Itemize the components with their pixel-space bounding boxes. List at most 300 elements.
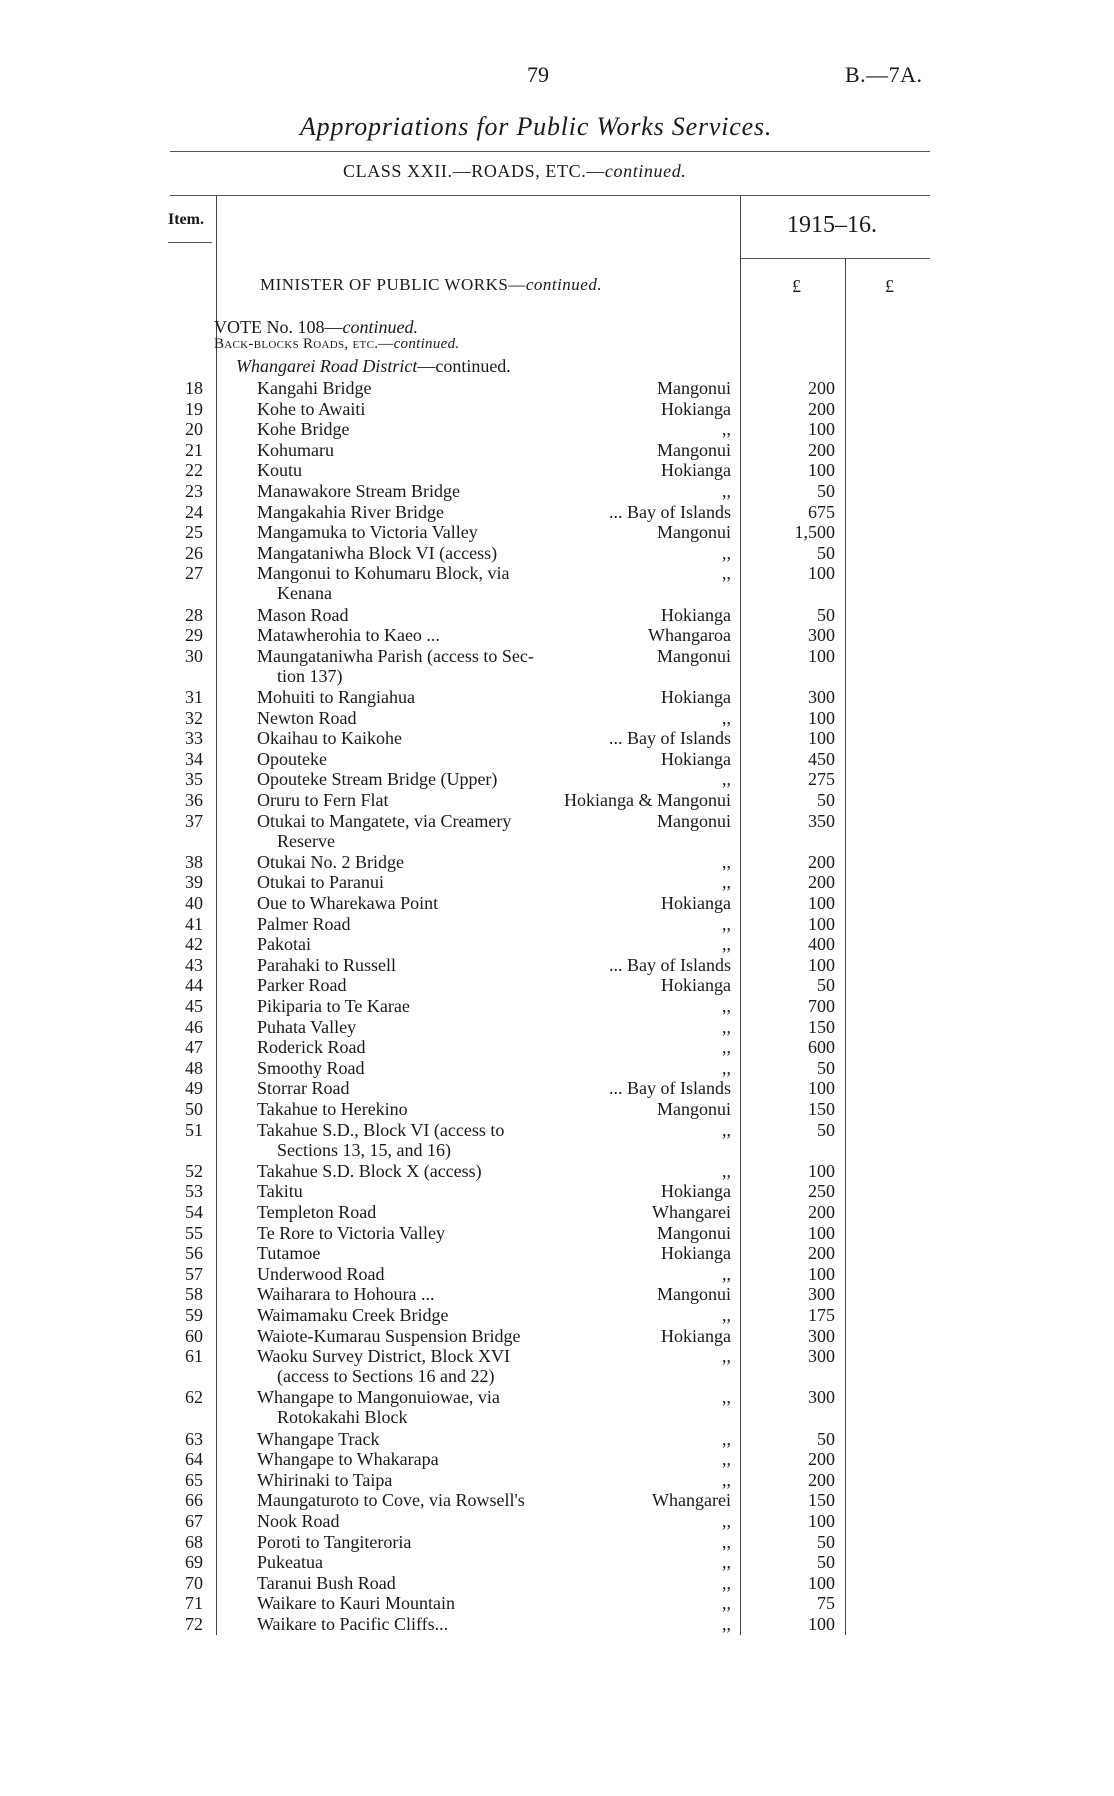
item-number: 63	[185, 1428, 203, 1449]
county-district: ,,	[722, 1552, 731, 1573]
work-name-line2: Rotokakahi Block	[277, 1407, 408, 1428]
work-name-line1: Pakotai	[257, 934, 311, 955]
work-name-line1: Opouteke	[257, 748, 327, 769]
item-column-header: Item.	[168, 211, 204, 228]
table-row	[0, 687, 1114, 707]
vote-heading	[214, 317, 418, 338]
amount: 50	[817, 542, 835, 563]
amount: 400	[808, 934, 835, 955]
work-name-line1: Taranui Bush Road	[257, 1572, 396, 1593]
work-name-line1: Palmer Road	[257, 913, 351, 934]
item-number: 47	[185, 1037, 203, 1058]
county-district: ,,	[722, 872, 731, 893]
work-name-line1: Roderick Road	[257, 1037, 366, 1058]
work-name	[257, 687, 415, 707]
work-name-line1: Waiote-Kumarau Suspension Bridge	[257, 1325, 521, 1346]
work-name	[257, 769, 497, 789]
year-column-header: 1915–16.	[787, 212, 877, 238]
item-number: 54	[185, 1202, 203, 1222]
work-name-line1: Mangonui to Kohumaru Block, via	[257, 563, 510, 584]
work-name	[257, 914, 350, 934]
item-number: 58	[185, 1284, 203, 1305]
work-name	[257, 1223, 445, 1243]
amount: 300	[808, 1325, 835, 1346]
work-name	[257, 1078, 349, 1098]
item-number: 20	[185, 419, 203, 440]
item-number: 41	[185, 913, 203, 934]
work-name-line1: Tutamoe	[257, 1243, 321, 1264]
county-district: ,,	[722, 1119, 731, 1140]
table-row	[0, 543, 1114, 563]
work-name-line1: Waiharara to Hohoura ...	[257, 1284, 435, 1305]
county-district: Whangarei	[652, 1490, 731, 1511]
amount: 300	[808, 625, 835, 646]
amount: 450	[808, 748, 835, 769]
county-district: Hokianga	[661, 604, 731, 625]
work-name	[257, 399, 365, 419]
amount: 200	[808, 398, 835, 419]
amount: 100	[808, 1222, 835, 1243]
work-name	[257, 1552, 323, 1572]
county-district: Hokianga	[661, 1243, 731, 1264]
county-district: Hokianga	[661, 398, 731, 419]
work-name-line2: (access to Sections 16 and 22)	[277, 1366, 495, 1387]
work-name-line1: Te Rore to Victoria Valley	[257, 1222, 445, 1243]
amount: 100	[808, 707, 835, 728]
work-name	[257, 893, 438, 913]
work-name	[257, 1593, 455, 1613]
work-name	[257, 1614, 448, 1634]
item-number: 26	[185, 542, 203, 563]
work-name-line1: Okaihau to Kaikohe	[257, 728, 402, 749]
work-name-line1: Takahue to Herekino	[257, 1099, 408, 1119]
item-number: 30	[185, 645, 203, 666]
county-district: ... Bay of Islands	[609, 1078, 731, 1099]
county-district: ,,	[722, 1614, 731, 1634]
vote-heading-text: VOTE No. 108—	[214, 317, 343, 337]
item-underline	[168, 242, 212, 243]
item-number: 68	[185, 1531, 203, 1552]
county-district: Whangaroa	[648, 625, 731, 646]
work-name	[257, 481, 460, 501]
table-row	[0, 1346, 1114, 1387]
work-name	[257, 502, 444, 522]
work-name	[257, 996, 410, 1016]
county-district: ,,	[722, 542, 731, 563]
amount: 300	[808, 687, 835, 707]
amount: 100	[808, 460, 835, 481]
work-name-line1: Mangakahia River Bridge	[257, 501, 444, 522]
amount: 675	[808, 501, 835, 522]
county-district: ,,	[722, 1593, 731, 1614]
work-name	[257, 1470, 392, 1490]
table-row	[0, 440, 1114, 460]
item-number: 45	[185, 996, 203, 1016]
work-name-line1: Parker Road	[257, 975, 347, 996]
table-row	[0, 563, 1114, 604]
county-district: ... Bay of Islands	[609, 728, 731, 749]
county-district: ,,	[722, 1160, 731, 1181]
county-district: ,,	[722, 563, 731, 584]
work-name-line1: Kohe Bridge	[257, 419, 350, 440]
county-district: ,,	[722, 913, 731, 934]
amount: 200	[808, 1449, 835, 1470]
county-district: Hokianga	[661, 687, 731, 707]
amount: 200	[808, 1202, 835, 1222]
table-row	[0, 1078, 1114, 1098]
item-number: 28	[185, 604, 203, 625]
county-district: Mangonui	[657, 1284, 731, 1305]
work-name	[257, 1387, 500, 1427]
amount: 700	[808, 996, 835, 1016]
county-district: ,,	[722, 1511, 731, 1531]
county-district: ,,	[722, 1387, 731, 1408]
table-row	[0, 1284, 1114, 1304]
class-heading	[343, 161, 686, 182]
amount: 600	[808, 1037, 835, 1058]
item-number: 21	[185, 439, 203, 460]
table-row	[0, 914, 1114, 934]
work-name-line1: Takahue S.D., Block VI (access to	[257, 1119, 505, 1140]
county-district: Hokianga	[661, 893, 731, 913]
table-row	[0, 1099, 1114, 1119]
work-name-line1: Takitu	[257, 1181, 303, 1202]
work-name	[257, 543, 497, 563]
work-name	[257, 728, 402, 748]
header-top-rule	[170, 195, 930, 196]
work-name-line1: Mangataniwha Block VI (access)	[257, 542, 498, 563]
item-number: 40	[185, 893, 203, 913]
work-name-line2: tion 137)	[277, 665, 343, 686]
county-district: ,,	[722, 996, 731, 1016]
table-row	[0, 625, 1114, 645]
amount: 100	[808, 913, 835, 934]
county-district: Mangonui	[657, 439, 731, 460]
amount: 300	[808, 1387, 835, 1408]
table-row	[0, 1614, 1114, 1634]
work-name-line1: Mangamuka to Victoria Valley	[257, 522, 478, 543]
county-district: Mangonui	[657, 522, 731, 543]
work-name	[257, 1429, 379, 1449]
work-name-line1: Templeton Road	[257, 1202, 377, 1222]
work-name	[257, 1449, 439, 1469]
amount: 250	[808, 1181, 835, 1202]
amount: 100	[808, 1572, 835, 1593]
backblocks-heading-text: Back-blocks Roads, etc.—	[214, 336, 394, 352]
table-row	[0, 1264, 1114, 1284]
work-name	[257, 1573, 396, 1593]
table-row	[0, 1552, 1114, 1572]
work-name-line1: Mohuiti to Rangiahua	[257, 687, 415, 707]
table-row	[0, 605, 1114, 625]
county-district: Mangonui	[657, 810, 731, 831]
amount: 150	[808, 1016, 835, 1037]
item-number: 34	[185, 748, 203, 769]
table-row	[0, 1593, 1114, 1613]
item-number: 19	[185, 398, 203, 419]
amount: 100	[808, 954, 835, 975]
county-district: Hokianga	[661, 748, 731, 769]
item-number: 29	[185, 625, 203, 646]
amount: 150	[808, 1099, 835, 1119]
work-name	[257, 522, 478, 542]
county-district: ,,	[722, 1449, 731, 1470]
county-district: Mangonui	[657, 645, 731, 666]
work-name-line1: Koutu	[257, 460, 302, 481]
table-row	[0, 749, 1114, 769]
county-district: ,,	[722, 1037, 731, 1058]
amount: 50	[817, 1552, 835, 1573]
work-name-line1: Parahaki to Russell	[257, 954, 396, 975]
page-title: Appropriations for Public Works Services.	[300, 112, 773, 141]
work-name-line1: Maungaturoto to Cove, via Rowsell's	[257, 1490, 525, 1511]
table-row	[0, 399, 1114, 419]
work-name-line2: Reserve	[277, 830, 335, 851]
amount: 275	[808, 769, 835, 790]
table-row	[0, 728, 1114, 748]
item-number: 24	[185, 501, 203, 522]
backblocks-heading-continued: continued.	[393, 336, 460, 352]
work-name-line1: Whangape Track	[257, 1428, 380, 1449]
county-district: ,,	[722, 1572, 731, 1593]
header-bottom-rule	[740, 258, 930, 259]
item-number: 70	[185, 1572, 203, 1593]
table-row	[0, 1511, 1114, 1531]
work-name	[257, 1326, 521, 1346]
work-name	[257, 1202, 376, 1222]
table-row	[0, 1470, 1114, 1490]
work-name-line1: Oue to Wharekawa Point	[257, 893, 439, 913]
vote-heading-continued: continued.	[342, 317, 418, 337]
work-name	[257, 1058, 365, 1078]
paper-reference: B.—7A.	[845, 62, 923, 87]
county-district: ,,	[722, 1305, 731, 1325]
item-number: 59	[185, 1305, 203, 1325]
amount: 50	[817, 481, 835, 501]
work-name-line1: Pikiparia to Te Karae	[257, 996, 410, 1016]
table-row	[0, 996, 1114, 1016]
county-district: Hokianga	[661, 1181, 731, 1202]
work-name-line1: Waoku Survey District, Block XVI	[257, 1346, 511, 1367]
county-district: ... Bay of Islands	[609, 954, 731, 975]
table-row	[0, 1119, 1114, 1160]
amount: 100	[808, 1511, 835, 1531]
work-name-line1: Nook Road	[257, 1511, 340, 1531]
work-name-line1: Underwood Road	[257, 1263, 385, 1284]
amount: 100	[808, 1263, 835, 1284]
work-name-line1: Oruru to Fern Flat	[257, 790, 389, 810]
county-district: Mangonui	[657, 378, 731, 398]
amount: 175	[808, 1305, 835, 1325]
item-number: 52	[185, 1160, 203, 1181]
county-district: Mangonui	[657, 1099, 731, 1119]
item-number: 25	[185, 522, 203, 543]
item-number: 60	[185, 1325, 203, 1346]
item-number: 23	[185, 481, 203, 501]
amount: 1,500	[794, 522, 835, 543]
item-number: 69	[185, 1552, 203, 1573]
table-row	[0, 1490, 1114, 1510]
amount: 300	[808, 1346, 835, 1367]
table-row	[0, 1305, 1114, 1325]
table-row	[0, 893, 1114, 913]
table-row	[0, 708, 1114, 728]
county-district: ,,	[722, 481, 731, 501]
item-number: 27	[185, 563, 203, 584]
table-row	[0, 790, 1114, 810]
table-row	[0, 1058, 1114, 1078]
table-row	[0, 502, 1114, 522]
title-rule	[170, 151, 930, 152]
county-district: Hokianga	[661, 1325, 731, 1346]
work-name-line1: Whirinaki to Taipa	[257, 1469, 393, 1490]
work-name-line1: Maungataniwha Parish (access to Sec-	[257, 645, 534, 666]
table-row	[0, 955, 1114, 975]
table-row	[0, 460, 1114, 480]
work-name-line1: Waikare to Kauri Mountain	[257, 1593, 455, 1614]
work-name	[257, 790, 388, 810]
amount: 50	[817, 1119, 835, 1140]
minister-heading	[260, 275, 602, 295]
work-name	[257, 419, 349, 439]
item-number: 38	[185, 851, 203, 872]
item-number: 39	[185, 872, 203, 893]
work-name-line1: Kohe to Awaiti	[257, 398, 366, 419]
work-name-line1: Waikare to Pacific Cliffs...	[257, 1614, 449, 1634]
item-number: 61	[185, 1346, 203, 1367]
item-number: 64	[185, 1449, 203, 1470]
table-row	[0, 522, 1114, 542]
table-row	[0, 1017, 1114, 1037]
table-row	[0, 419, 1114, 439]
work-name	[257, 934, 311, 954]
amount: 100	[808, 1160, 835, 1181]
amount: 200	[808, 851, 835, 872]
district-heading	[236, 356, 511, 377]
item-number: 72	[185, 1614, 203, 1634]
county-district: Hokianga & Mangonui	[564, 790, 731, 810]
item-number: 35	[185, 769, 203, 790]
item-number: 57	[185, 1263, 203, 1284]
work-name	[257, 1532, 411, 1552]
item-number: 50	[185, 1099, 203, 1119]
work-name	[257, 460, 302, 480]
county-district: ,,	[722, 1469, 731, 1490]
item-number: 49	[185, 1078, 203, 1099]
work-name-line1: Opouteke Stream Bridge (Upper)	[257, 769, 498, 790]
item-number: 33	[185, 728, 203, 749]
item-number: 18	[185, 378, 203, 398]
amount: 75	[817, 1593, 835, 1614]
table-row	[0, 934, 1114, 954]
amount: 50	[817, 1428, 835, 1449]
work-name-line1: Poroti to Tangiteroria	[257, 1531, 412, 1552]
county-district: ,,	[722, 1263, 731, 1284]
county-district: ,,	[722, 934, 731, 955]
amount: 50	[817, 1057, 835, 1078]
amount: 150	[808, 1490, 835, 1511]
work-name-line1: Smoothy Road	[257, 1057, 365, 1078]
class-heading-text: CLASS XXII.—ROADS, ETC.—	[343, 161, 605, 181]
county-district: ,,	[722, 707, 731, 728]
work-name-line1: Kangahi Bridge	[257, 378, 372, 398]
work-name	[257, 708, 356, 728]
page-number: 79	[527, 62, 549, 87]
amount: 100	[808, 1614, 835, 1634]
item-number: 31	[185, 687, 203, 707]
work-name	[257, 955, 396, 975]
work-name	[257, 749, 327, 769]
work-name	[257, 1017, 356, 1037]
table-row	[0, 975, 1114, 995]
county-district: ,,	[722, 1531, 731, 1552]
work-name	[257, 1346, 510, 1386]
item-number: 46	[185, 1016, 203, 1037]
county-district: ,,	[722, 1057, 731, 1078]
work-name-line1: Takahue S.D. Block X (access)	[257, 1160, 482, 1181]
amount: 50	[817, 790, 835, 810]
table-row	[0, 481, 1114, 501]
amount: 200	[808, 378, 835, 398]
table-row	[0, 1243, 1114, 1263]
work-name	[257, 1511, 340, 1531]
table-row	[0, 1532, 1114, 1552]
table-row	[0, 769, 1114, 789]
amount: 300	[808, 1284, 835, 1305]
work-name	[257, 625, 440, 645]
table-row	[0, 1223, 1114, 1243]
work-name-line1: Pukeatua	[257, 1552, 323, 1573]
table-row	[0, 1387, 1114, 1428]
minister-heading-continued: continued.	[525, 275, 603, 294]
work-name-line1: Waimamaku Creek Bridge	[257, 1305, 449, 1325]
amount: 200	[808, 872, 835, 893]
table-row	[0, 1326, 1114, 1346]
work-name	[257, 975, 346, 995]
amount: 50	[817, 604, 835, 625]
pound-symbol-2: £	[885, 276, 894, 296]
amount: 100	[808, 419, 835, 440]
work-name	[257, 440, 334, 460]
work-name	[257, 378, 371, 398]
district-heading-continued: —continued.	[417, 356, 511, 376]
work-name-line2: Kenana	[277, 583, 332, 604]
table-row	[0, 1573, 1114, 1593]
amount: 100	[808, 645, 835, 666]
item-number: 37	[185, 810, 203, 831]
table-row	[0, 1449, 1114, 1469]
table-row	[0, 1161, 1114, 1181]
county-district: ,,	[722, 1428, 731, 1449]
amount: 200	[808, 1243, 835, 1264]
work-name-line1: Kohumaru	[257, 439, 334, 460]
work-name-line1: Otukai to Paranui	[257, 872, 384, 893]
work-name	[257, 852, 404, 872]
table-row	[0, 1037, 1114, 1057]
class-heading-continued: continued.	[604, 161, 687, 181]
work-name	[257, 1305, 449, 1325]
county-district: ,,	[722, 1346, 731, 1367]
table-row	[0, 1181, 1114, 1201]
table-row	[0, 1429, 1114, 1449]
item-number: 48	[185, 1057, 203, 1078]
county-district: Mangonui	[657, 1222, 731, 1243]
county-district: ,,	[722, 769, 731, 790]
county-district: ,,	[722, 419, 731, 440]
amount: 100	[808, 563, 835, 584]
work-name-line1: Whangape to Mangonuiowae, via	[257, 1387, 500, 1408]
county-district: Hokianga	[661, 460, 731, 481]
